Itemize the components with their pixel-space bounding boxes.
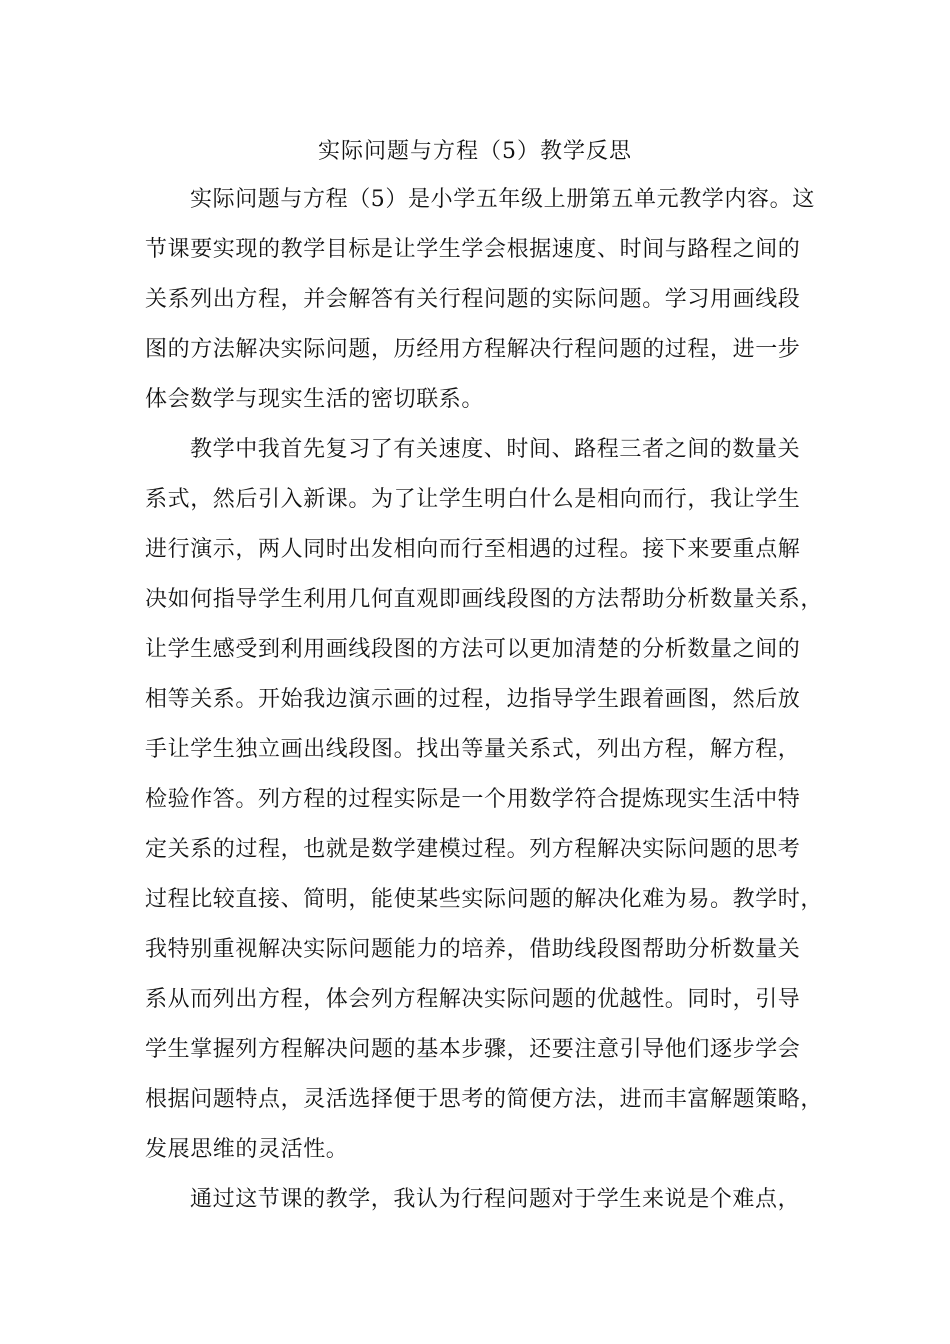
paragraph-2-line-1: 教学中我首先复习了有关速度、时间、路程三者之间的数量关 (190, 437, 801, 462)
page-title: 实际问题与方程（5）教学反思 (318, 139, 632, 164)
paragraph-2-line-14: 根据问题特点，灵活选择便于思考的简便方法，进而丰富解题策略， (145, 1087, 824, 1112)
paragraph-1-line-1: 实际问题与方程（5）是小学五年级上册第五单元教学内容。这 (190, 187, 815, 212)
paragraph-1-line-5: 体会数学与现实生活的密切联系。 (145, 387, 485, 412)
paragraph-2-line-10: 过程比较直接、简明，能使某些实际问题的解决化难为易。教学时， (145, 887, 824, 912)
paragraph-2-line-7: 手让学生独立画出线段图。找出等量关系式，列出方程，解方程， (145, 737, 801, 762)
paragraph-2-line-15: 发展思维的灵活性。 (145, 1137, 349, 1162)
paragraph-2-line-13: 学生掌握列方程解决问题的基本步骤，还要注意引导他们逐步学会 (145, 1037, 801, 1062)
paragraph-2-line-6: 相等关系。开始我边演示画的过程，边指导学生跟着画图，然后放 (145, 687, 801, 712)
paragraph-1-line-3: 关系列出方程，并会解答有关行程问题的实际问题。学习用画线段 (145, 287, 801, 312)
paragraph-3-line-1: 通过这节课的教学，我认为行程问题对于学生来说是个难点， (190, 1187, 801, 1212)
paragraph-2-line-2: 系式，然后引入新课。为了让学生明白什么是相向而行，我让学生 (145, 487, 801, 512)
paragraph-2-line-12: 系从而列出方程，体会列方程解决实际问题的优越性。同时，引导 (145, 987, 801, 1012)
paragraph-2-line-3: 进行演示，两人同时出发相向而行至相遇的过程。接下来要重点解 (145, 537, 801, 562)
paragraph-2-line-5: 让学生感受到利用画线段图的方法可以更加清楚的分析数量之间的 (145, 637, 801, 662)
paragraph-2-line-4: 决如何指导学生利用几何直观即画线段图的方法帮助分析数量关系， (145, 587, 824, 612)
paragraph-2-line-11: 我特别重视解决实际问题能力的培养，借助线段图帮助分析数量关 (145, 937, 801, 962)
paragraph-1-line-4: 图的方法解决实际问题，历经用方程解决行程问题的过程，进一步 (145, 337, 801, 362)
paragraph-1-line-2: 节课要实现的教学目标是让学生学会根据速度、时间与路程之间的 (145, 237, 801, 262)
paragraph-2-line-9: 定关系的过程，也就是数学建模过程。列方程解决实际问题的思考 (145, 837, 801, 862)
paragraph-2-line-8: 检验作答。列方程的过程实际是一个用数学符合提炼现实生活中特 (145, 787, 801, 812)
